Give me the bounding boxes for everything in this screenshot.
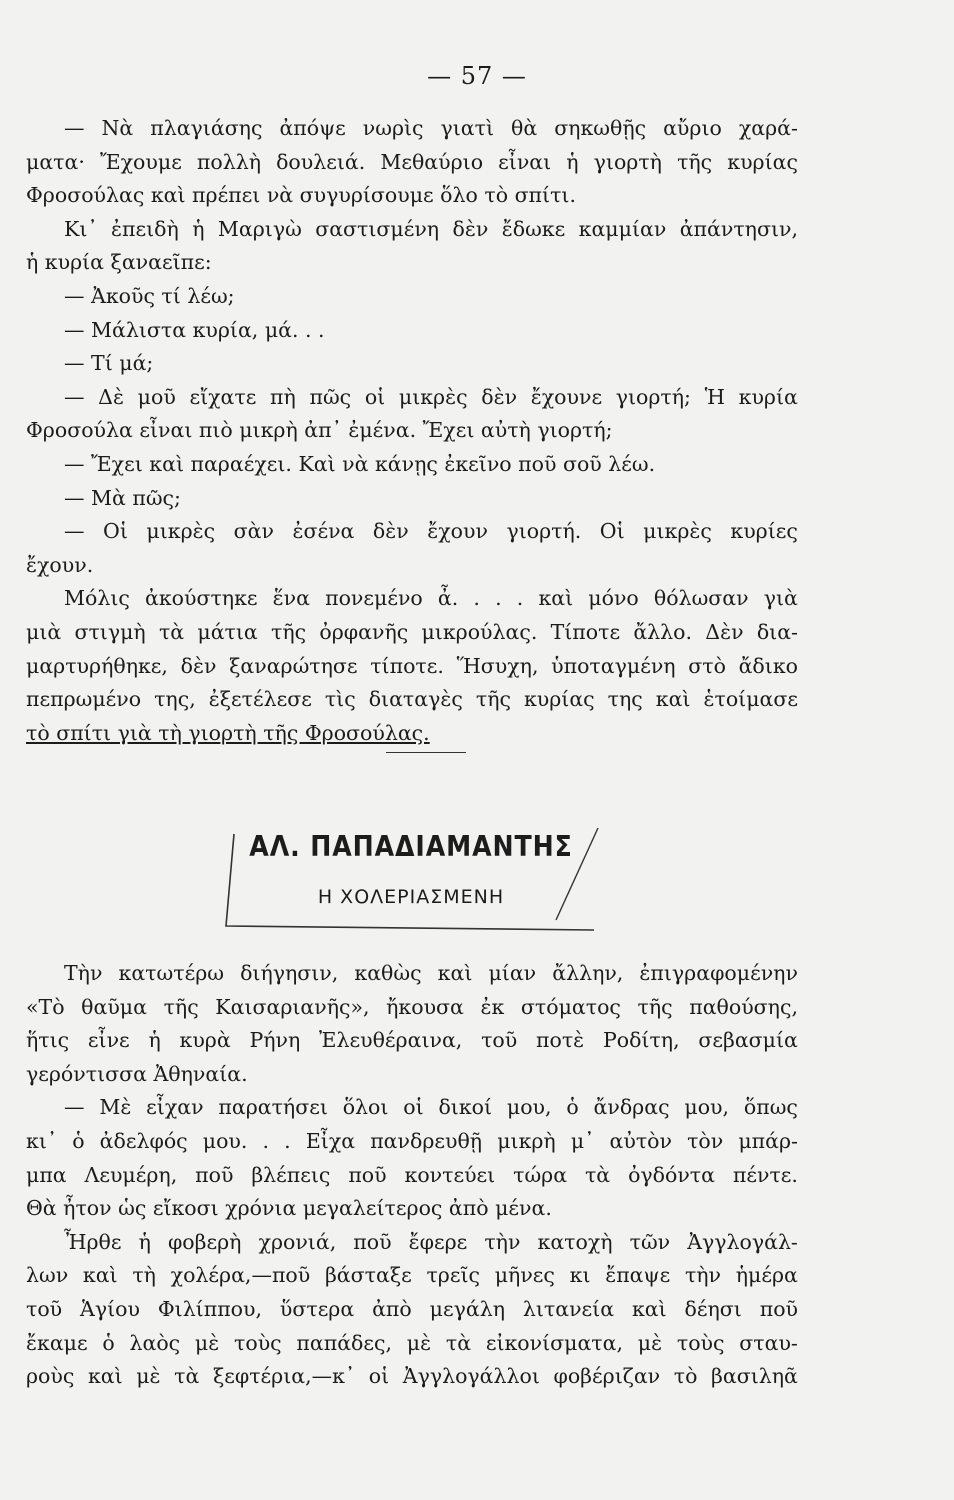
page-number: — 57 —	[427, 62, 527, 90]
text-line: ἔκαμε ὁ λαὸς μὲ τοὺς παπάδες, μὲ τὰ εἰκονίσματα, μὲ τοὺς σταυ-	[26, 1330, 798, 1355]
text-line: — Νὰ πλαγιάσης ἀπόψε νωρὶς γιατὶ θὰ σηκωθῇς αὔριο χαρά-	[64, 116, 798, 140]
section-one-text	[26, 112, 798, 750]
text-line: Φροσούλα εἶναι πιὸ μικρὴ ἀπ᾿ ἐμένα. Ἔχει αὐτὴ γιορτή;	[26, 418, 613, 443]
text-line: ἔχουν.	[26, 552, 94, 577]
text-line: πεπρωμένο της, ἐξετέλεσε τὶς διαταγὲς τῆς κυρίας της καὶ ἑτοίμασε	[26, 687, 798, 712]
text-line: γερόντισσα Ἀθηναία.	[26, 1061, 248, 1086]
section-divider	[386, 752, 466, 753]
text-line: ροὺς καὶ μὲ τὰ ξεφτέρια,—κ᾿ οἱ Ἀγγλογάλλοι φοβέριζαν τὸ βασιληᾶ	[26, 1364, 798, 1389]
text-line: — Μὲ εἶχαν παρατήσει ὅλοι οἱ δικοί μου, ὁ ἄνδρας μου, ὅπως	[64, 1095, 798, 1120]
text-line: Τὴν κατωτέρω διήγησιν, καθὼς καὶ μίαν ἄλλην, ἐπιγραφομένην	[64, 961, 798, 985]
text-line: λων καὶ τὴ χολέρα,—ποῦ βάσταξε τρεῖς μῆνες κι ἔπαψε τὴν ἡμέρα	[26, 1263, 798, 1288]
text-line: κι᾿ ὁ ἀδελφός μου. . . Εἶχα πανδρευθῇ μικρὴ μ᾿ αὐτὸν τὸν μπάρ-	[26, 1128, 798, 1153]
text-line: Ἦρθε ἡ φοβερὴ χρονιά, ποῦ ἔφερε τὴν κατοχὴ τῶν Ἀγγλογάλ-	[64, 1229, 798, 1254]
text-line: ματα· Ἔχουμε πολλὴ δουλειά. Μεθαύριο εἶναι ἡ γιορτὴ τῆς κυρίας	[26, 149, 798, 174]
text-line: Κι᾿ ἐπειδὴ ἡ Μαριγὼ σαστισμένη δὲν ἔδωκε καμμίαν ἀπάντησιν,	[64, 216, 798, 241]
text-line: τὸ σπίτι γιὰ τὴ γιορτὴ τῆς Φροσούλας.	[26, 720, 430, 745]
text-line: — Μὰ πῶς;	[64, 485, 181, 510]
text-line: Φροσούλας καὶ πρέπει νὰ συγυρίσουμε ὅλο τὸ σπίτι.	[26, 183, 576, 208]
text-line: — Ἀκοῦς τί λέω;	[64, 283, 235, 308]
author-name: ΑΛ. ΠΑΠΑΔΙΑΜΑΝΤΗΣ	[249, 830, 573, 863]
text-line: μπα Λευμέρη, ποῦ βλέπεις ποῦ κοντεύει τώρα τὰ ὀγδόντα πέντε.	[26, 1162, 798, 1187]
text-line: — Μάλιστα κυρία, μά. . .	[64, 317, 325, 342]
text-line: Θὰ ἦτον ὡς εἴκοσι χρόνια μεγαλείτερος ἀπὸ μένα.	[26, 1196, 552, 1221]
text-line: Μόλις ἀκούστηκε ἕνα πονεμένο ἆ. . . . καὶ μόνο θόλωσαν γιὰ	[64, 586, 798, 611]
text-line: — Τί μά;	[64, 351, 154, 376]
text-line: — Ἔχει καὶ παραέχει. Καὶ νὰ κάνῃς ἐκεῖνο ποῦ σοῦ λέω.	[64, 451, 656, 476]
story-title: Η ΧΟΛΕΡΙΑΣΜΕΝΗ	[317, 886, 505, 908]
text-line: — Δὲ μοῦ εἴχατε πὴ πῶς οἱ μικρὲς δὲν ἔχουνε γιορτή; Ἡ κυρία	[64, 384, 798, 409]
story-heading-box	[222, 826, 600, 932]
section-two-text	[26, 957, 798, 1394]
text-line: μιὰ στιγμὴ τὰ μάτια τῆς ὀρφανῆς μικρούλας. Τίποτε ἄλλο. Δὲν δια-	[26, 619, 798, 644]
text-line: μαρτυρήθηκε, δὲν ξαναρώτησε τίποτε. Ἥσυχη, ὑποταγμένη στὸ ἄδικο	[26, 653, 798, 678]
text-line: «Τὸ θαῦμα τῆς Καισαριανῆς», ἤκουσα ἐκ στόματος τῆς παθούσης,	[26, 994, 798, 1019]
text-line: τοῦ Ἁγίου Φιλίππου, ὕστερα ἀπὸ μεγάλη λιτανεία καὶ δέησι ποῦ	[26, 1296, 798, 1321]
text-line: ἥτις εἶνε ἡ κυρὰ Ρήνη Ἐλευθέραινα, τοῦ ποτὲ Ροδίτη, σεβασμία	[26, 1028, 798, 1053]
text-line: ἡ κυρία ξαναεῖπε:	[26, 250, 212, 275]
text-line: — Οἱ μικρὲς σὰν ἐσένα δὲν ἔχουν γιορτή. Οἱ μικρὲς κυρίες	[64, 519, 798, 544]
